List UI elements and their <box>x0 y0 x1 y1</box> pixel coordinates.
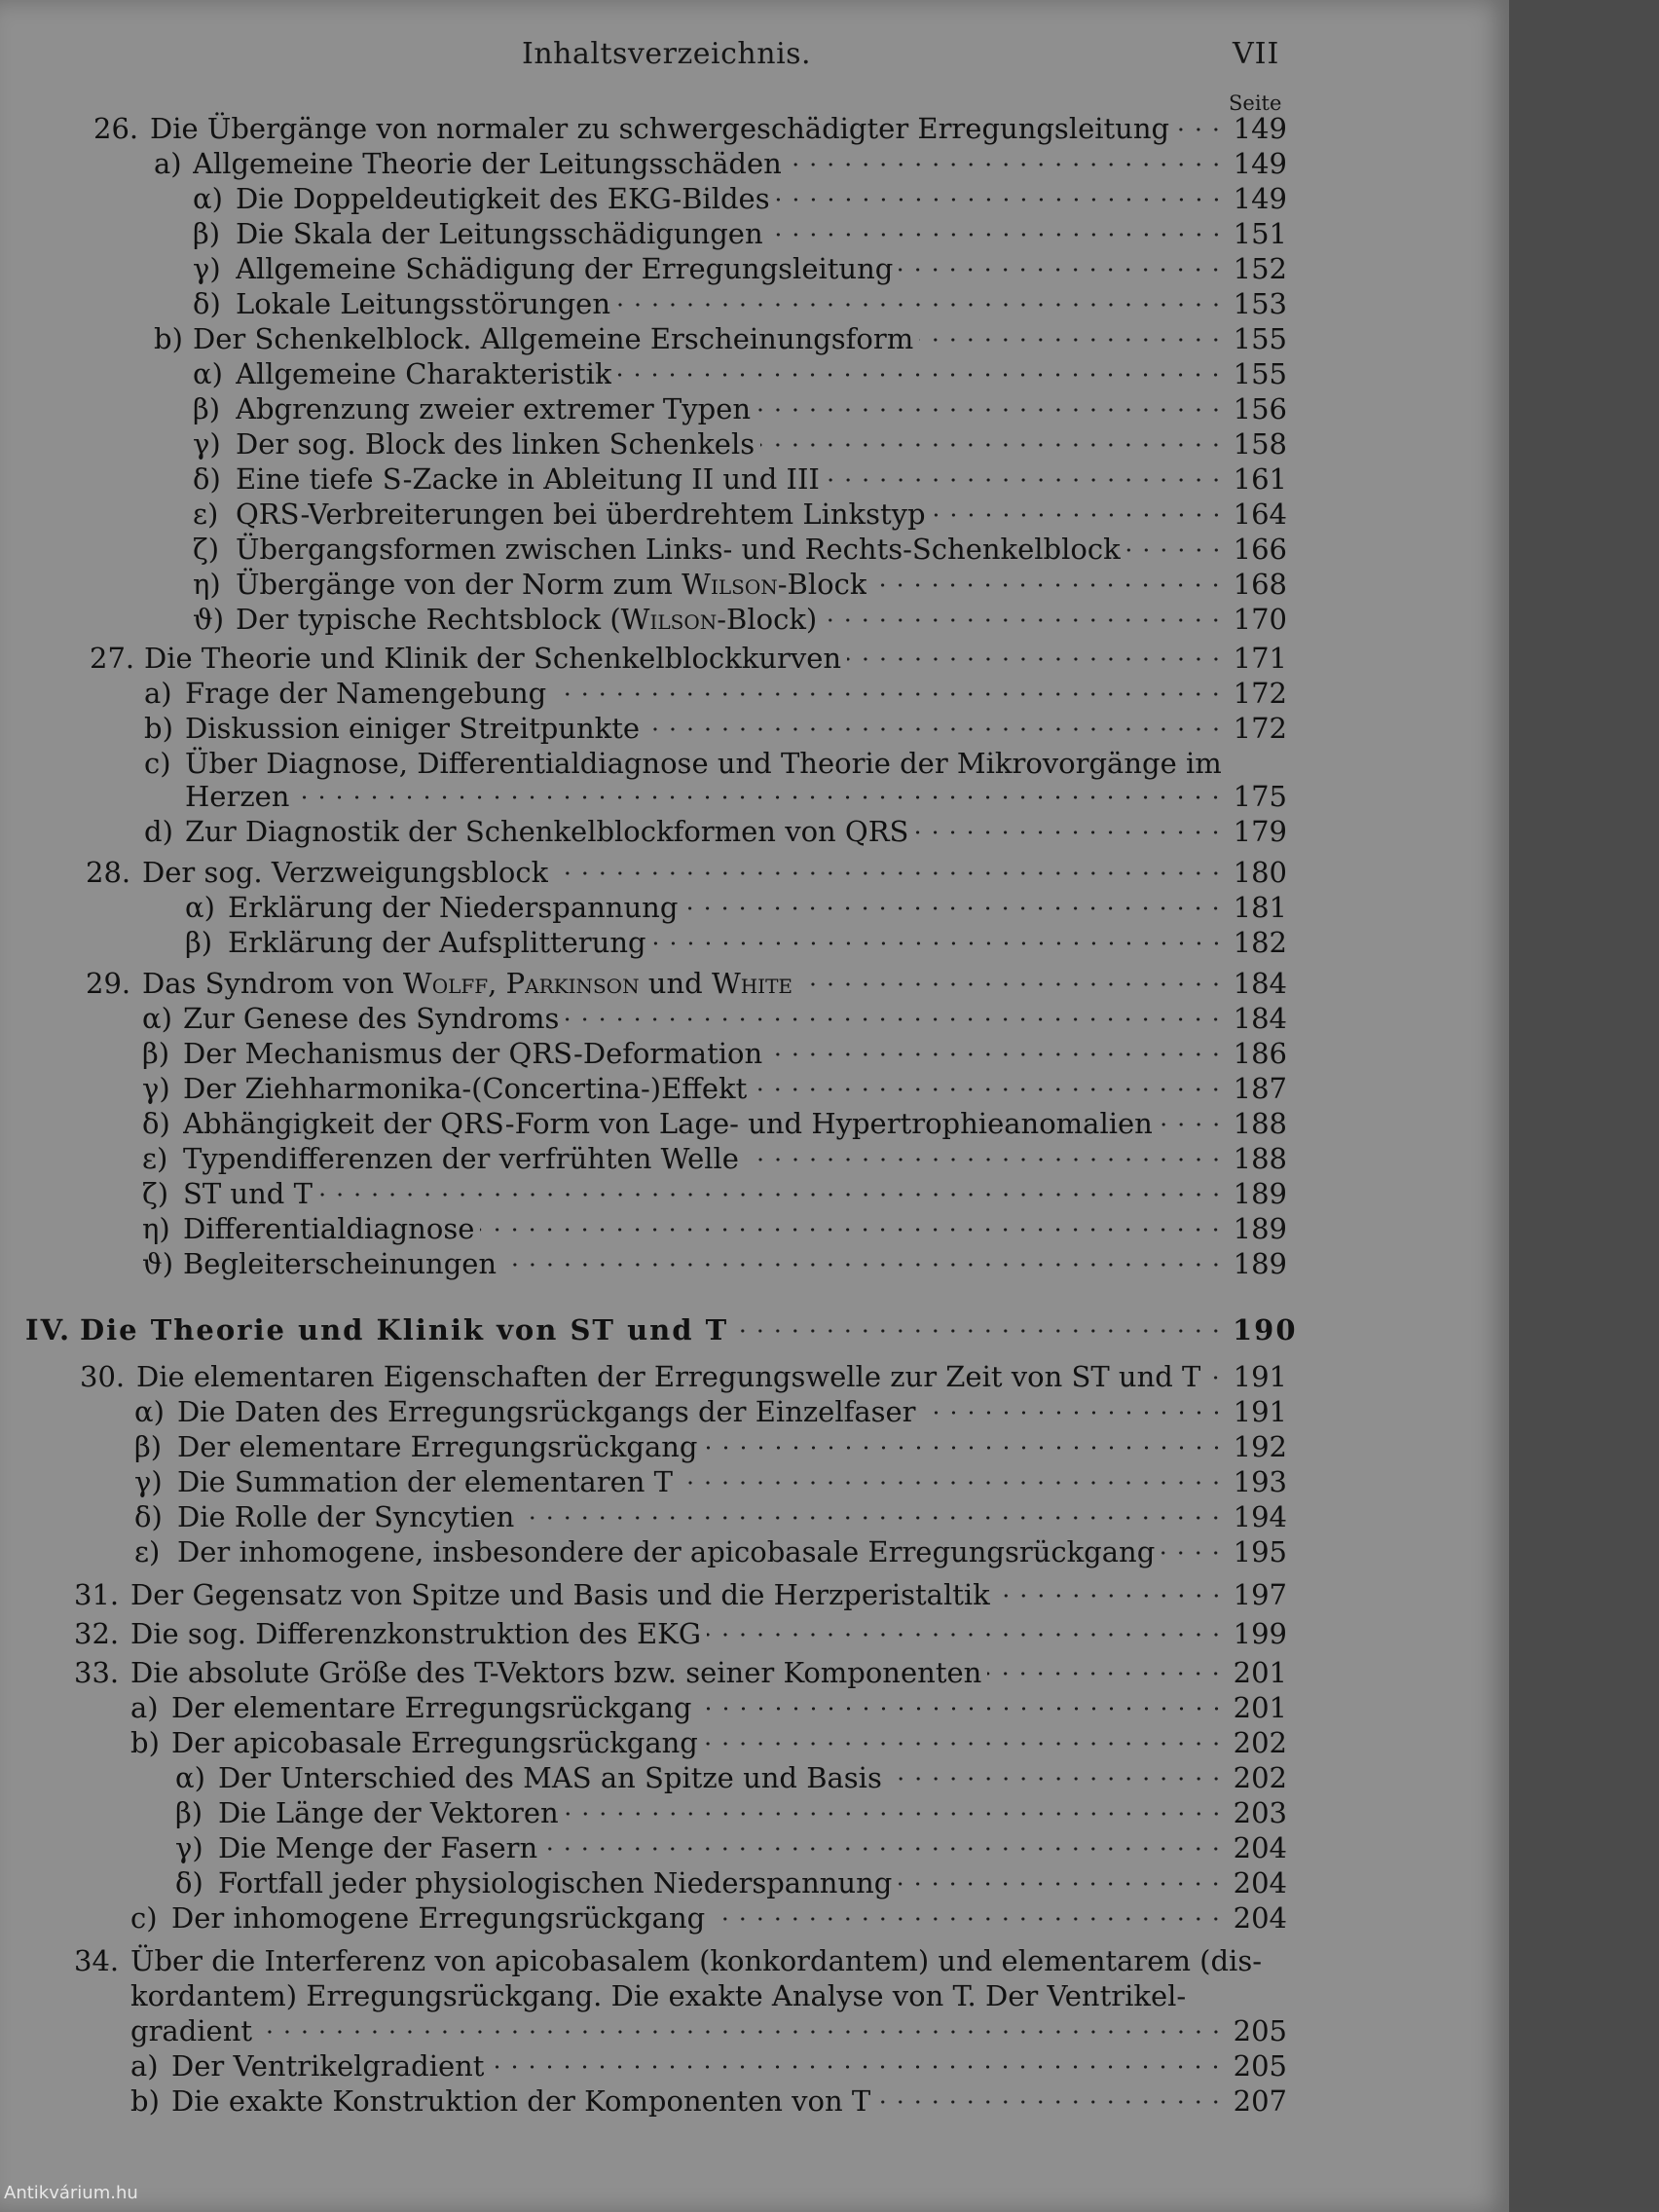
toc-entry-28-alpha: α) Erklärung der Niederspannung 181 <box>185 891 1287 924</box>
leader-dots <box>645 726 1225 732</box>
toc-entry-34: gradient 205 <box>130 2014 1287 2047</box>
toc-entry-33c: c) Der inhomogene Erregungsrückgang 204 <box>130 1901 1287 1935</box>
toc-entry-29: 29. Das Syndrom von Wolff, Parkinson und White 184 <box>86 967 1287 1000</box>
toc-entry-28: 28. Der sog. Verzweigungsblock 180 <box>86 856 1287 889</box>
page-ref: 182 <box>1233 926 1287 959</box>
page-ref: 161 <box>1233 462 1287 496</box>
page-ref: 149 <box>1233 182 1287 215</box>
page-ref: 194 <box>1233 1500 1287 1533</box>
leader-dots <box>922 1410 1225 1416</box>
page-ref: 191 <box>1233 1360 1287 1393</box>
toc-entry-34b: b) Die exakte Konstruktion der Komponenten von T 207 <box>130 2084 1287 2118</box>
leader-dots <box>616 302 1225 308</box>
toc-entry-26b-zeta: ζ) Übergangsformen zwischen Links- und Rechts-Schenkelblock 166 <box>193 533 1287 566</box>
toc-entry-34a: a) Der Ventrikelgradient 205 <box>130 2049 1287 2083</box>
page-ref: 192 <box>1233 1430 1287 1463</box>
leader-dots <box>876 2099 1225 2105</box>
page-ref: 166 <box>1233 533 1287 566</box>
toc-entry-27: 27. Die Theorie und Klinik der Schenkelblockkurven 171 <box>90 642 1287 675</box>
toc-entry-27a: a) Frage der Namengebung 172 <box>144 677 1287 710</box>
leader-dots <box>318 1192 1225 1198</box>
seite-column-label: Seite <box>1229 92 1282 115</box>
leader-dots <box>753 1087 1225 1092</box>
page-ref: 155 <box>1233 322 1287 355</box>
toc-entry-30-delta: δ) Die Rolle der Syncytien 194 <box>134 1500 1287 1533</box>
leader-dots <box>898 1881 1225 1887</box>
page-ref: 172 <box>1233 677 1287 710</box>
page-ref: 195 <box>1233 1535 1287 1568</box>
toc-entry-33b-gamma: γ) Die Menge der Fasern 204 <box>175 1831 1287 1864</box>
page-ref: 184 <box>1233 967 1287 1000</box>
toc-entry-27d: d) Zur Diagnostik der Schenkelblockformen von QRS 179 <box>144 815 1287 848</box>
page-ref: 201 <box>1233 1656 1287 1689</box>
leader-dots <box>652 940 1225 946</box>
toc-entry-29-theta: ϑ) Begleiterscheinungen 189 <box>142 1247 1287 1280</box>
page-ref: 156 <box>1233 392 1287 425</box>
toc-entry-30-gamma: γ) Die Summation der elementaren T 193 <box>134 1465 1287 1498</box>
toc-entry-26a-delta: δ) Lokale Leitungsstörungen 153 <box>193 287 1287 320</box>
watermark: Antikvárium.hu <box>4 2183 138 2203</box>
toc-entry-30-beta: β) Der elementare Erregungsrückgang 192 <box>134 1430 1287 1463</box>
leader-dots <box>679 1480 1225 1486</box>
toc-section-iv: IV. Die Theorie und Klinik von ST und T 190 <box>25 1313 1298 1346</box>
toc-entry-34-line2: kordantem) Erregungsrückgang. Die exakte Analyse von T. Der Ventrikel- <box>130 1979 1187 2012</box>
leader-dots <box>914 830 1225 835</box>
toc-entry-26b-alpha: α) Allgemeine Charakteristik 155 <box>193 357 1287 390</box>
leader-dots <box>704 1741 1225 1747</box>
page-ref: 190 <box>1233 1313 1298 1346</box>
page-ref: 151 <box>1233 217 1287 250</box>
page-ref: 207 <box>1233 2084 1287 2118</box>
page-ref: 201 <box>1233 1691 1287 1724</box>
leader-dots <box>987 1671 1225 1677</box>
page-ref: 180 <box>1233 856 1287 889</box>
leader-dots <box>520 1515 1225 1521</box>
page-ref: 186 <box>1233 1037 1287 1070</box>
page-ref: 189 <box>1233 1177 1287 1210</box>
page-ref: 149 <box>1233 147 1287 180</box>
toc-entry-33: 33. Die absolute Größe des T-Vektors bzw. seiner Komponenten 201 <box>74 1656 1287 1689</box>
leader-dots <box>1126 547 1225 553</box>
leader-dots <box>707 1632 1225 1638</box>
toc-entry-29-alpha: α) Zur Genese des Syndroms 184 <box>142 1002 1287 1035</box>
page-ref: 202 <box>1233 1761 1287 1794</box>
page-ref: 171 <box>1233 642 1287 675</box>
toc-entry-30-alpha: α) Die Daten des Erregungsrückgangs der Einzelfaser 191 <box>134 1395 1287 1428</box>
toc-entry-29-eta: η) Differentialdiagnose 189 <box>142 1212 1287 1245</box>
toc-entry-29-gamma: γ) Der Ziehharmonika-(Concertina-)Effekt 187 <box>142 1072 1287 1105</box>
leader-dots <box>899 267 1225 273</box>
leader-dots <box>1161 1550 1225 1556</box>
page-ref: 188 <box>1233 1142 1287 1175</box>
page-ref: 175 <box>1233 780 1287 813</box>
toc-entry-34-line1: 34. Über die Interferenz von apicobasalem (konkordantem) und elementarem (dis- <box>74 1944 1263 1977</box>
page-ref: 153 <box>1233 287 1287 320</box>
leader-dots <box>565 1016 1225 1022</box>
toc-entry-27b: b) Diskussion einiger Streitpunkte 172 <box>144 712 1287 745</box>
toc-entry-26b-eta: η) Übergänge von der Norm zum Wilson-Block 168 <box>193 568 1287 601</box>
leader-dots <box>502 1262 1225 1268</box>
toc-entry-26a-beta: β) Die Skala der Leitungsschädigungen 151 <box>193 217 1287 250</box>
toc-entry-30: 30. Die elementaren Eigenschaften der Erregungswelle zur Zeit von ST und T 191 <box>80 1360 1287 1393</box>
leader-dots <box>704 1445 1226 1451</box>
leader-dots <box>769 232 1225 238</box>
page-ref: 199 <box>1233 1617 1287 1650</box>
page-ref: 149 <box>1233 112 1287 145</box>
page-ref: 205 <box>1233 2014 1287 2047</box>
toc-entry-29-zeta: ζ) ST und T 189 <box>142 1177 1287 1210</box>
leader-dots <box>565 1811 1225 1817</box>
leader-dots <box>734 1328 1225 1334</box>
leader-dots <box>554 870 1225 876</box>
toc-entry-26a-alpha: α) Die Doppeldeutigkeit des EKG-Bildes 149 <box>193 182 1287 215</box>
leader-dots <box>490 2064 1225 2070</box>
running-header-page-number: VII <box>1233 37 1280 71</box>
leader-dots <box>1206 1375 1225 1381</box>
toc-entry-26b-delta: δ) Eine tiefe S-Zacke in Ableitung II und III 161 <box>193 462 1287 496</box>
leader-dots <box>1159 1122 1225 1127</box>
toc-entry-29-epsilon: ε) Typendifferenzen der verfrühten Welle 188 <box>142 1142 1287 1175</box>
toc-entry-33b-beta: β) Die Länge der Vektoren 203 <box>175 1796 1287 1829</box>
toc-entry-26b-theta: ϑ) Der typische Rechtsblock (Wilson-Block) 170 <box>193 603 1287 636</box>
adjacent-page-edge <box>1507 0 1659 2212</box>
leader-dots <box>847 656 1225 662</box>
leader-dots <box>872 582 1225 588</box>
page-ref: 204 <box>1233 1866 1287 1899</box>
leader-dots <box>826 477 1225 483</box>
page-ref: 204 <box>1233 1901 1287 1935</box>
page-ref: 181 <box>1233 891 1287 924</box>
page-ref: 164 <box>1233 498 1287 531</box>
toc-entry-33b: b) Der apicobasale Erregungsrückgang 202 <box>130 1726 1287 1759</box>
leader-dots <box>776 197 1225 203</box>
page-ref: 155 <box>1233 357 1287 390</box>
leader-dots <box>745 1157 1225 1162</box>
toc-entry-26b: b) Der Schenkelblock. Allgemeine Erscheinungsform 155 <box>154 322 1287 355</box>
leader-dots <box>788 162 1225 167</box>
leader-dots <box>888 1776 1225 1782</box>
toc-entry-31: 31. Der Gegensatz von Spitze und Basis und die Herzperistaltik 197 <box>74 1578 1287 1611</box>
page-ref: 172 <box>1233 712 1287 745</box>
page-ref: 191 <box>1233 1395 1287 1428</box>
leader-dots <box>543 1846 1225 1852</box>
toc-entry-33b-delta: δ) Fortfall jeder physiologischen Niederspannung 204 <box>175 1866 1287 1899</box>
leader-dots <box>480 1227 1225 1233</box>
toc-entry-33a: a) Der elementare Erregungsrückgang 201 <box>130 1691 1287 1724</box>
leader-dots <box>932 512 1225 518</box>
toc-entry-32: 32. Die sog. Differenzkonstruktion des EKG 199 <box>74 1617 1287 1650</box>
toc-entry-29-delta: δ) Abhängigkeit der QRS-Form von Lage- und Hypertrophieanomalien 188 <box>142 1107 1287 1140</box>
toc-entry-27c-line1: c) Über Diagnose, Differentialdiagnose und Theorie der Mikrovorgänge im <box>144 747 1222 780</box>
page-ref: 193 <box>1233 1465 1287 1498</box>
toc-entry-26b-gamma: γ) Der sog. Block des linken Schenkels 158 <box>193 427 1287 461</box>
page-ref: 188 <box>1233 1107 1287 1140</box>
page-ref: 189 <box>1233 1247 1287 1280</box>
leader-dots <box>768 1051 1225 1057</box>
leader-dots <box>1175 127 1225 132</box>
page-ref: 204 <box>1233 1831 1287 1864</box>
page-ref: 184 <box>1233 1002 1287 1035</box>
page-ref: 189 <box>1233 1212 1287 1245</box>
toc-entry-29-beta: β) Der Mechanismus der QRS-Deformation 186 <box>142 1037 1287 1070</box>
toc-entry-27c: Herzen 175 <box>185 780 1287 813</box>
leader-dots <box>760 442 1225 448</box>
page-ref: 170 <box>1233 603 1287 636</box>
page-ref: 205 <box>1233 2049 1287 2083</box>
toc-entry-26b-beta: β) Abgrenzung zweier extremer Typen 156 <box>193 392 1287 425</box>
page-ref: 179 <box>1233 815 1287 848</box>
toc-entry-26b-epsilon: ε) QRS-Verbreiterungen bei überdrehtem Linkstyp 164 <box>193 498 1287 531</box>
leader-dots <box>756 407 1225 413</box>
toc-entry-26a: a) Allgemeine Theorie der Leitungsschäden 149 <box>154 147 1287 180</box>
leader-dots <box>698 1706 1226 1712</box>
leader-dots <box>552 691 1225 697</box>
page-ref: 197 <box>1233 1578 1287 1611</box>
page-ref: 203 <box>1233 1796 1287 1829</box>
leader-dots <box>258 2029 1225 2035</box>
leader-dots <box>711 1916 1225 1922</box>
running-header-title: Inhaltsverzeichnis. <box>522 37 812 71</box>
toc-entry-26a-gamma: γ) Allgemeine Schädigung der Erregungsleitung 152 <box>193 252 1287 285</box>
page-ref: 202 <box>1233 1726 1287 1759</box>
leader-dots <box>683 905 1225 911</box>
leader-dots <box>295 794 1225 800</box>
page-ref: 187 <box>1233 1072 1287 1105</box>
toc-entry-26: 26. Die Übergänge von normaler zu schwergeschädigter Erregungsleitung 149 <box>93 112 1287 145</box>
toc-entry-30-epsilon: ε) Der inhomogene, insbesondere der apicobasale Erregungsrückgang 195 <box>134 1535 1287 1568</box>
page-ref: 158 <box>1233 427 1287 461</box>
leader-dots <box>996 1593 1225 1599</box>
page-ref: 168 <box>1233 568 1287 601</box>
leader-dots <box>919 337 1225 343</box>
leader-dots <box>617 372 1225 378</box>
toc-entry-33b-alpha: α) Der Unterschied des MAS an Spitze und Basis 202 <box>175 1761 1287 1794</box>
page-ref: 152 <box>1233 252 1287 285</box>
toc-entry-28-beta: β) Erklärung der Aufsplitterung 182 <box>185 926 1287 959</box>
leader-dots <box>823 617 1225 623</box>
leader-dots <box>798 981 1225 987</box>
